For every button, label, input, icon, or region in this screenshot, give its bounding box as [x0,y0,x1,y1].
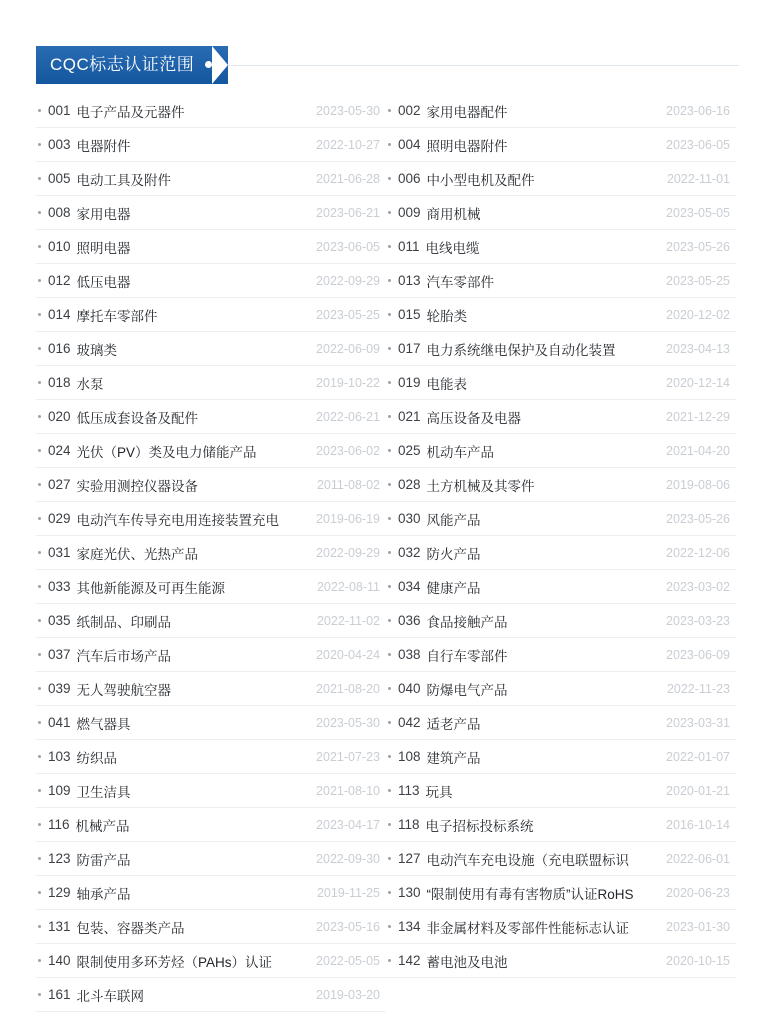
list-item-code: 004 [398,137,421,152]
bullet-dot-icon [38,245,41,248]
list-item[interactable] [36,944,386,978]
list-item[interactable] [386,808,736,842]
list-item[interactable] [386,740,736,774]
list-item-code: 033 [48,579,71,594]
list-item[interactable] [386,570,736,604]
list-item[interactable] [386,468,736,502]
bullet-dot-icon [388,619,391,622]
list-item-label: 中小型电机及配件 [426,172,535,188]
list-item-label: 无人驾驶航空器 [76,682,172,698]
list-item[interactable] [36,672,386,706]
table-row [36,740,736,774]
list-item-label: 家庭光伏、光热产品 [76,546,199,562]
list-item[interactable] [386,536,736,570]
bullet-dot-icon [388,347,391,350]
list-item-date: 2021-04-20 [666,444,730,458]
list-item[interactable] [386,604,736,638]
list-item-code: 025 [398,443,421,458]
bullet-dot-icon [205,61,212,68]
list-item-code: 009 [398,205,421,220]
list-item-label: 电子招标投标系统 [425,818,534,834]
list-item-date: 2023-06-05 [316,240,380,254]
list-item-code: 024 [48,443,71,458]
bullet-dot-icon [38,857,41,860]
list-item-date: 2023-06-02 [316,444,380,458]
list-item-date: 2016-10-14 [666,818,730,832]
bullet-dot-icon [38,143,41,146]
bullet-dot-icon [38,483,41,486]
list-item-code: 031 [48,545,71,560]
table-row [36,570,736,604]
bullet-dot-icon [38,347,41,350]
list-item[interactable] [386,774,736,808]
table-row [36,434,736,468]
list-item-code: 038 [398,647,421,662]
list-item[interactable] [36,400,386,434]
table-row [36,162,736,196]
list-item-date: 2021-08-20 [316,682,380,696]
list-item-code: 103 [48,749,71,764]
list-item-date: 2019-03-20 [316,988,380,1002]
list-item-date: 2023-01-30 [666,920,730,934]
list-item[interactable] [386,196,736,230]
bullet-dot-icon [38,415,41,418]
bullet-dot-icon [38,381,41,384]
list-item-date: 2023-03-02 [666,580,730,594]
list-item-label: 低压电器 [76,274,131,290]
table-row [36,332,736,366]
list-item[interactable] [36,536,386,570]
list-item-code: 011 [398,239,420,254]
bullet-dot-icon [388,891,391,894]
bullet-dot-icon [38,619,41,622]
list-item-date: 2022-08-11 [316,580,380,594]
list-item-date: 2021-12-29 [666,410,730,424]
bullet-dot-icon [388,925,391,928]
bullet-dot-icon [388,449,391,452]
list-item-label: 照明电器 [76,240,131,256]
bullet-dot-icon [388,483,391,486]
table-row [36,978,736,1012]
list-item-date: 2022-06-01 [666,852,730,866]
list-item-code: 021 [398,409,421,424]
list-item[interactable] [36,230,386,264]
list-item-code: 116 [48,817,70,832]
list-item-label: 蓄电池及电池 [426,954,508,970]
list-item[interactable] [386,264,736,298]
list-item[interactable] [36,162,386,196]
list-item-code: 039 [48,681,71,696]
bullet-dot-icon [38,109,41,112]
list-item[interactable] [386,366,736,400]
list-item-date: 2020-12-14 [666,376,730,390]
list-item-label: 光伏（PV）类及电力储能产品 [76,444,257,460]
list-item-label: 汽车后市场产品 [76,648,172,664]
list-item-date: 2023-04-13 [666,342,730,356]
list-item-date: 2022-11-02 [316,614,380,628]
list-item[interactable] [36,94,386,128]
list-item-date: 2020-01-21 [666,784,730,798]
list-item-date: 2019-06-19 [316,512,380,526]
section-header [0,46,767,86]
bullet-dot-icon [38,653,41,656]
list-item-date: 2023-06-16 [666,104,730,118]
list-item-label: 高压设备及电器 [426,410,522,426]
list-item-date: 2023-05-26 [666,512,730,526]
list-item-label: 非金属材料及零部件性能标志认证 [426,920,630,936]
list-item-code: 034 [398,579,421,594]
list-item-code: 010 [48,239,71,254]
table-row [36,128,736,162]
list-item-code: 012 [48,273,71,288]
list-item[interactable] [36,774,386,808]
list-item[interactable] [386,332,736,366]
list-item[interactable] [386,672,736,706]
bullet-dot-icon [388,789,391,792]
list-item-date: 2023-05-26 [666,240,730,254]
bullet-dot-icon [38,925,41,928]
list-item-code: 001 [48,103,71,118]
list-item-date: 2023-04-17 [316,818,380,832]
list-item-label: 风能产品 [426,512,481,528]
bullet-dot-icon [38,891,41,894]
bullet-dot-icon [38,279,41,282]
bullet-dot-icon [38,789,41,792]
list-item[interactable] [36,604,386,638]
bullet-dot-icon [38,585,41,588]
list-item-label: 低压成套设备及配件 [76,410,199,426]
list-item-code: 013 [398,273,421,288]
list-item-code: 002 [398,103,421,118]
bullet-dot-icon [38,517,41,520]
list-item[interactable] [36,434,386,468]
bullet-dot-icon [388,313,391,316]
table-row [36,468,736,502]
list-item[interactable] [386,706,736,740]
bullet-dot-icon [38,687,41,690]
list-item-label: 水泵 [76,376,104,392]
list-item-date: 2022-11-23 [666,682,730,696]
bullet-dot-icon [388,517,391,520]
list-item-code: 029 [48,511,71,526]
list-item-code: 008 [48,205,71,220]
list-item-code: 027 [48,477,71,492]
bullet-dot-icon [388,177,391,180]
list-item[interactable] [386,162,736,196]
list-item-label: 纸制品、印刷品 [76,614,172,630]
list-item-label: 防爆电气产品 [426,682,508,698]
list-item-code: 036 [398,613,421,628]
list-item-label: 防雷产品 [76,852,131,868]
list-item-code: 032 [398,545,421,560]
list-item-label: 建筑产品 [426,750,481,766]
list-item-date: 2022-09-29 [316,546,380,560]
list-item-label: 机动车产品 [426,444,495,460]
list-item[interactable] [386,94,736,128]
table-row [36,264,736,298]
list-item-label: 其他新能源及可再生能源 [76,580,226,596]
list-item-label: 防火产品 [426,546,481,562]
list-item-label: 家用电器 [76,206,131,222]
list-item-label: 健康产品 [426,580,481,596]
list-item-code: 123 [48,851,71,866]
bullet-dot-icon [38,313,41,316]
bullet-dot-icon [38,177,41,180]
list-item-label: 限制使用多环芳烃（PAHs）认证 [76,954,273,970]
list-item-label: 玻璃类 [76,342,118,358]
table-row [36,944,736,978]
list-item-label: 家用电器配件 [426,104,508,120]
list-item-label: 纺织品 [76,750,118,766]
list-item[interactable] [386,298,736,332]
bullet-dot-icon [388,653,391,656]
list-item[interactable] [36,128,386,162]
list-item-code: 037 [48,647,71,662]
list-item-date: 2021-08-10 [316,784,380,798]
bullet-dot-icon [388,755,391,758]
list-item-date: 2019-08-06 [666,478,730,492]
list-item-label: 适老产品 [426,716,481,732]
list-item-label: 实验用测控仪器设备 [76,478,199,494]
list-item-code: 020 [48,409,71,424]
list-item-code: 015 [398,307,421,322]
list-item-label: 电器附件 [76,138,131,154]
list-item-label: 电能表 [426,376,468,392]
list-item-code: 109 [48,783,71,798]
list-item-date: 2022-06-09 [316,342,380,356]
table-row [36,230,736,264]
bullet-dot-icon [388,585,391,588]
list-item[interactable] [386,842,736,876]
list-item-code: 041 [48,715,71,730]
list-item-label: 北斗车联网 [76,988,145,1004]
list-item[interactable] [36,978,386,1012]
table-row [36,706,736,740]
list-item-date: 2020-12-02 [666,308,730,322]
list-item-code: 130 [398,885,421,900]
list-item-code: 142 [398,953,421,968]
list-item[interactable] [386,434,736,468]
list-item-empty [386,978,736,1012]
table-row [36,842,736,876]
list-item-label: 照明电器附件 [426,138,508,154]
bullet-dot-icon [388,381,391,384]
list-item-label: 电动汽车传导充电用连接装置充电 [76,512,280,528]
list-item[interactable] [36,298,386,332]
list-item[interactable] [36,502,386,536]
list-item-code: 040 [398,681,421,696]
list-item-code: 108 [398,749,421,764]
list-item-label: 食品接触产品 [426,614,508,630]
list-item-label: 轴承产品 [76,886,131,902]
list-item-date: 2023-05-05 [666,206,730,220]
table-row [36,774,736,808]
list-item-date: 2023-05-30 [316,104,380,118]
list-item-date: 2023-05-25 [316,308,380,322]
list-item-date: 2022-12-06 [666,546,730,560]
list-item-date: 2020-04-24 [316,648,380,662]
list-item-label: 汽车零部件 [426,274,495,290]
bullet-dot-icon [388,109,391,112]
list-item-label: 电动汽车充电设施（充电联盟标识 [426,852,630,868]
list-item-code: 140 [48,953,71,968]
chevron-right-icon [212,46,228,84]
list-item[interactable] [36,468,386,502]
list-item[interactable] [36,264,386,298]
list-item[interactable] [36,808,386,842]
list-item-date: 2011-08-02 [316,478,380,492]
table-row [36,604,736,638]
table-row [36,910,736,944]
table-row [36,672,736,706]
table-row [36,298,736,332]
bullet-dot-icon [38,755,41,758]
list-item[interactable] [36,638,386,672]
list-item-date: 2020-10-15 [666,954,730,968]
list-item-label: 电线电缆 [425,240,480,256]
list-item[interactable] [36,842,386,876]
list-item-label: 燃气器具 [76,716,131,732]
list-item-code: 134 [398,919,421,934]
bullet-dot-icon [38,551,41,554]
page-title: CQC标志认证范围 [50,55,195,74]
list-item-date: 2020-06-23 [666,886,730,900]
table-row [36,366,736,400]
list-item[interactable] [36,366,386,400]
list-item-code: 018 [48,375,71,390]
list-item-date: 2022-10-27 [316,138,380,152]
bullet-dot-icon [388,823,391,826]
section-title-tab [36,46,228,84]
list-item[interactable] [386,230,736,264]
list-item[interactable] [36,910,386,944]
list-item-date: 2023-05-16 [316,920,380,934]
list-item-code: 127 [398,851,421,866]
list-item-label: “限制使用有毒有害物质”认证RoHS [426,886,634,902]
list-item-label: 商用机械 [426,206,481,222]
bullet-dot-icon [388,687,391,690]
bullet-dot-icon [388,143,391,146]
list-item-date: 2021-07-23 [316,750,380,764]
list-item-date: 2023-06-05 [666,138,730,152]
list-item-code: 131 [48,919,71,934]
list-item-code: 113 [398,783,420,798]
bullet-dot-icon [38,211,41,214]
list-item-date: 2023-06-21 [316,206,380,220]
list-item-label: 玩具 [425,784,453,800]
list-item-date: 2023-03-23 [666,614,730,628]
list-item[interactable] [36,332,386,366]
list-item-date: 2023-05-30 [316,716,380,730]
list-item[interactable] [386,400,736,434]
bullet-dot-icon [38,959,41,962]
list-item-code: 019 [398,375,421,390]
table-row [36,502,736,536]
list-item-code: 028 [398,477,421,492]
list-item-code: 118 [398,817,420,832]
list-item-code: 035 [48,613,71,628]
list-item-date: 2022-05-05 [316,954,380,968]
list-item-code: 016 [48,341,71,356]
list-item[interactable] [386,638,736,672]
bullet-dot-icon [38,721,41,724]
list-item-date: 2022-01-07 [666,750,730,764]
list-item-label: 自行车零部件 [426,648,508,664]
list-item[interactable] [36,740,386,774]
list-item-code: 042 [398,715,421,730]
list-item[interactable] [386,910,736,944]
list-item-code: 003 [48,137,71,152]
table-row [36,400,736,434]
list-item[interactable] [36,570,386,604]
list-item-label: 包装、容器类产品 [76,920,185,936]
list-item[interactable] [36,876,386,910]
list-item-date: 2021-06-28 [316,172,380,186]
list-item-label: 电动工具及附件 [76,172,172,188]
table-row [36,808,736,842]
list-item-date: 2022-06-21 [316,410,380,424]
list-item-code: 005 [48,171,71,186]
list-item-label: 土方机械及其零件 [426,478,535,494]
list-item-code: 017 [398,341,421,356]
list-item-label: 电子产品及元器件 [76,104,185,120]
list-item-code: 006 [398,171,421,186]
list-item[interactable] [386,502,736,536]
list-item-date: 2023-06-09 [666,648,730,662]
list-item-label: 卫生洁具 [76,784,131,800]
list-item-date: 2022-11-01 [666,172,730,186]
list-item-code: 129 [48,885,71,900]
bullet-dot-icon [388,245,391,248]
list-item-label: 电力系统继电保护及自动化装置 [426,342,616,358]
table-row [36,536,736,570]
bullet-dot-icon [38,823,41,826]
list-item-code: 014 [48,307,71,322]
list-item-date: 2022-09-30 [316,852,380,866]
list-item-label: 机械产品 [75,818,130,834]
list-item[interactable] [386,876,736,910]
list-item-code: 030 [398,511,421,526]
list-item-date: 2022-09-29 [316,274,380,288]
list-item[interactable] [386,128,736,162]
bullet-dot-icon [38,993,41,996]
bullet-dot-icon [388,551,391,554]
bullet-dot-icon [388,959,391,962]
list-item[interactable] [36,706,386,740]
bullet-dot-icon [388,415,391,418]
list-item-label: 轮胎类 [426,308,468,324]
list-item-date: 2023-05-25 [666,274,730,288]
list-item-date: 2023-03-31 [666,716,730,730]
list-item-date: 2019-11-25 [316,886,380,900]
table-row [36,196,736,230]
bullet-dot-icon [38,449,41,452]
table-row [36,638,736,672]
list-item-code: 161 [48,987,71,1002]
list-item[interactable] [386,944,736,978]
table-row [36,876,736,910]
list-item-date: 2019-10-22 [316,376,380,390]
certification-category-list [36,94,736,1012]
list-item[interactable] [36,196,386,230]
table-row [36,94,736,128]
bullet-dot-icon [388,721,391,724]
list-item-label: 摩托车零部件 [76,308,158,324]
bullet-dot-icon [388,211,391,214]
bullet-dot-icon [388,279,391,282]
bullet-dot-icon [388,857,391,860]
